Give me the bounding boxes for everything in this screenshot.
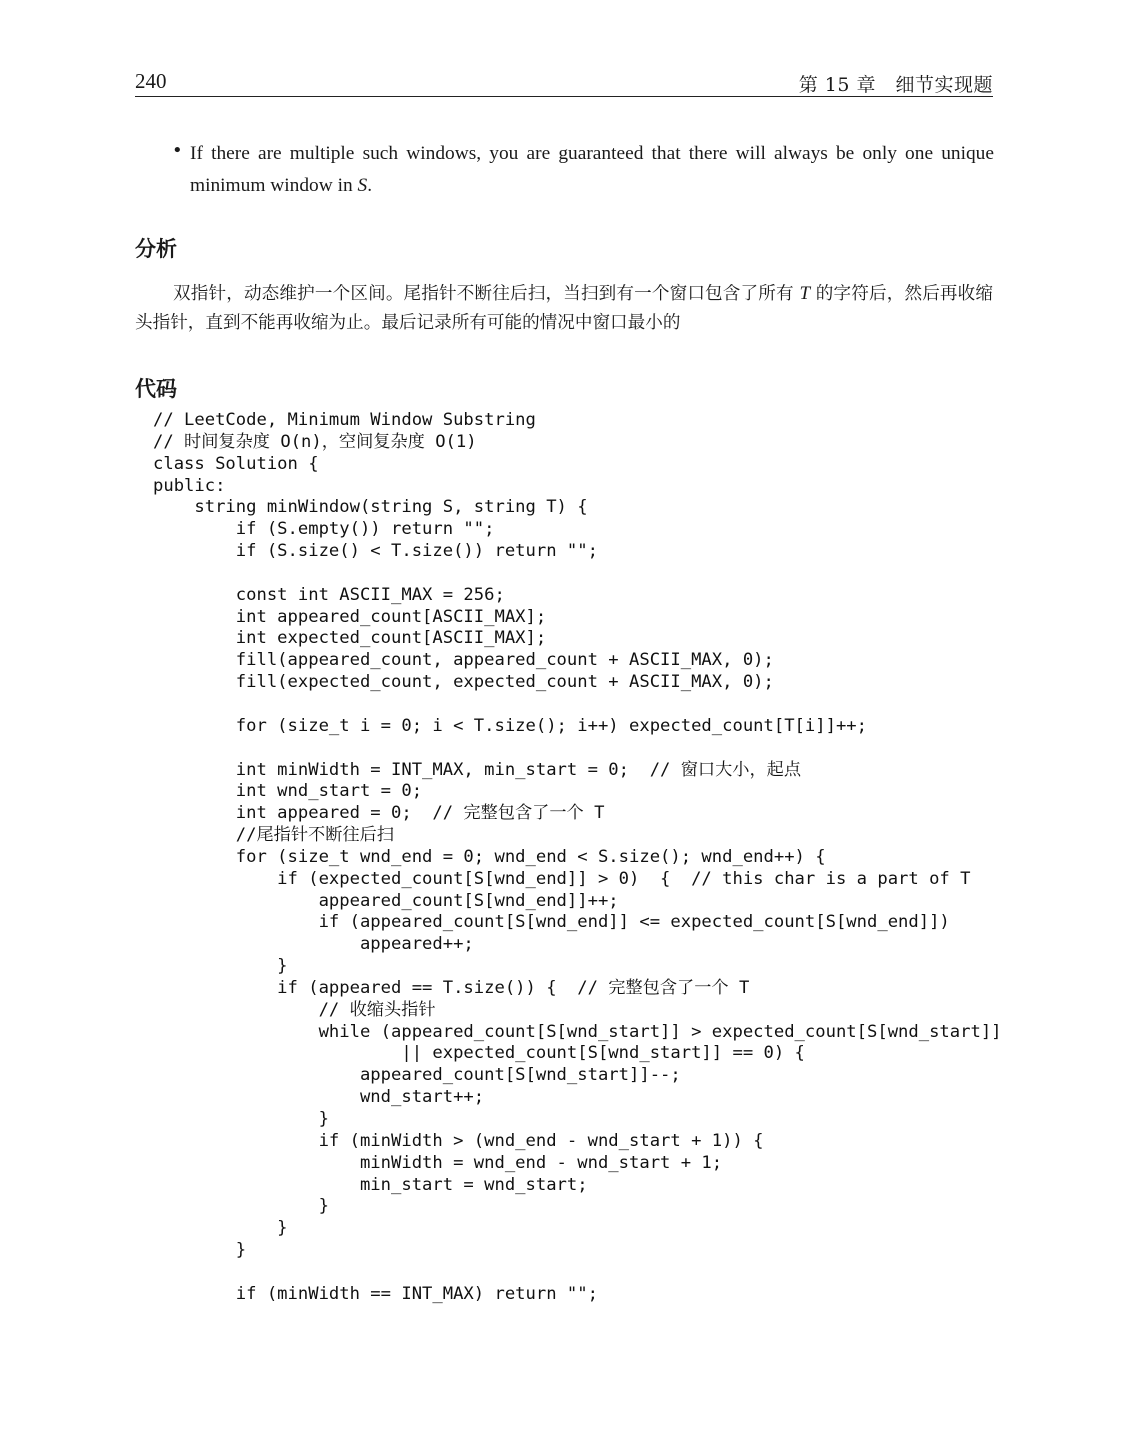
code-listing [153,410,1002,1306]
code-line: for (size_t i = 0; i < T.size(); i++) expected_count[T[i]]++; [153,715,867,736]
code-line: wnd_start++; [153,1087,485,1108]
code-line [153,1262,1002,1284]
analysis-heading: 分析 [135,237,177,261]
page-number: 240 [135,69,167,93]
code-line: const int ASCII_MAX = 256; [153,584,505,605]
code-line: || expected_count[S[wnd_start]] == 0) { [153,1043,805,1064]
code-line: fill(expected_count, expected_count + ASCII_MAX, 0); [153,672,774,693]
analysis-text-end: 的字符后，然后再收缩头指针，直到不能再收缩为止。最后记录所有可能的情况中窗口最小的 [135,284,993,333]
constraint-bullet [172,138,994,201]
code-line: string minWindow(string S, string T) { [153,497,588,518]
code-line: if (appeared_count[S[wnd_end]] <= expected_count[S[wnd_end]]) [153,912,950,933]
code-line: int wnd_start = 0; [153,781,423,802]
code-line: //尾指针不断往后扫 [153,825,394,846]
code-line: while (appeared_count[S[wnd_start]] > expected_count[S[wnd_start]] [153,1021,1002,1042]
code-line: int expected_count[ASCII_MAX]; [153,628,547,649]
code-line: } [153,1218,288,1239]
code-line: // LeetCode, Minimum Window Substring [153,410,536,430]
code-line: } [153,1240,247,1261]
analysis-paragraph [135,279,993,338]
code-line: for (size_t wnd_end = 0; wnd_end < S.size(); wnd_end++) { [153,846,826,867]
code-line: if (S.size() < T.size()) return ""; [153,541,598,562]
code-line: minWidth = wnd_end - wnd_start + 1; [153,1152,723,1173]
code-line: fill(appeared_count, appeared_count + ASCII_MAX, 0); [153,650,774,671]
chapter-title: 第 15 章 细节实现题 [798,74,993,96]
code-line: appeared_count[S[wnd_end]]++; [153,890,619,911]
code-line: int appeared_count[ASCII_MAX]; [153,606,547,627]
code-line: } [153,956,288,977]
code-line: if (minWidth == INT_MAX) return ""; [153,1283,598,1304]
code-line: appeared_count[S[wnd_start]]--; [153,1065,681,1086]
variable-t: T [799,283,811,304]
code-line: appeared++; [153,934,474,955]
variable-s: S [357,174,368,196]
bullet-text-main: If there are multiple such windows, you are guaranteed that there will always be only one unique minimum window in [190,143,994,196]
code-line: int appeared = 0; // 完整包含了一个 T [153,803,605,824]
code-line [153,563,1002,585]
code-line: public: [153,475,226,496]
analysis-text-main: 双指针，动态维护一个区间。尾指针不断往后扫，当扫到有一个窗口包含了所有 [173,284,800,304]
code-line [153,694,1002,716]
code-line [153,738,1002,760]
code-heading: 代码 [135,377,177,401]
code-line: } [153,1196,329,1217]
bullet-text [190,138,994,201]
bullet-text-end: . [367,174,373,196]
running-header [135,66,993,97]
code-line: if (appeared == T.size()) { // 完整包含了一个 T [153,977,750,998]
code-line: if (S.empty()) return ""; [153,519,495,540]
code-line: // 时间复杂度 O(n)，空间复杂度 O(1) [153,431,477,452]
code-line: // 收缩头指针 [153,999,436,1020]
code-line: min_start = wnd_start; [153,1174,588,1195]
code-line: class Solution { [153,453,319,474]
code-line: if (minWidth > (wnd_end - wnd_start + 1)) { [153,1130,764,1151]
code-line: } [153,1109,329,1129]
code-line: int minWidth = INT_MAX, min_start = 0; // 窗口大小，起点 [153,759,802,780]
bullet-symbol: • [172,140,183,161]
code-line: if (expected_count[S[wnd_end]] > 0) { // this char is a part of T [153,868,971,889]
